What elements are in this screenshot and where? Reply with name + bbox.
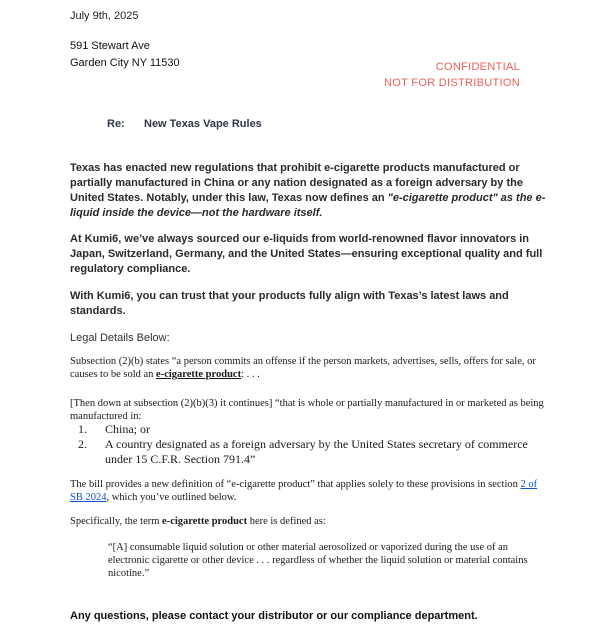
specifically-text: Specifically, the term	[70, 516, 163, 527]
list-number: 1.	[78, 422, 87, 436]
subsection-ellipsis: : . . .	[241, 369, 260, 380]
subsection-text: Subsection (2)(b) states “a person commits an offense if the person markets, advertises, sells, offers for sale, or causes to be sold an	[70, 356, 536, 380]
trust-paragraph: With Kumi6, you can trust that your products fully align with Texas’s latest laws and standards.	[70, 290, 509, 317]
continues-paragraph: [Then down at subsection (2)(b)(3) it continues] “that is whole or partially manufactured in or marketed as being manufactured in:	[70, 398, 544, 422]
list-item	[78, 422, 548, 437]
confidential-stamp: CONFIDENTIAL	[435, 61, 520, 73]
bill-text: The bill provides a new definition of “e-cigarette product” that applies solely to these provisions in section	[70, 479, 521, 490]
bill-paragraph	[70, 478, 550, 504]
legal-details-heading: Legal Details Below:	[70, 332, 170, 344]
manufacture-list	[78, 422, 548, 467]
not-for-distribution-stamp: NOT FOR DISTRIBUTION	[384, 77, 520, 89]
subsection-term: e-cigarette product	[156, 369, 242, 380]
list-number: 2.	[78, 437, 87, 451]
list-text: China; or	[105, 422, 150, 436]
specifically-text-end: here is defined as:	[247, 516, 326, 527]
bill-text-end: , which you’ve outlined below.	[106, 492, 237, 503]
intro-paragraph	[70, 161, 560, 221]
address-line-1: 591 Stewart Ave	[70, 40, 150, 52]
re-subject: New Texas Vape Rules	[144, 118, 262, 130]
closing-line: Any questions, please contact your distributor or our compliance department.	[70, 610, 478, 622]
intro-paragraph-italic: "e-cigarette product" as the e-liquid inside the device—not the hardware itself.	[70, 192, 546, 219]
sourcing-paragraph: At Kumi6, we’ve always sourced our e-liquids from world-renowned flavor innovators in Japan, Switzerland, Germany, and the United States—ensuring exceptional quality and full regulatory compliance.	[70, 233, 543, 275]
re-label: Re:	[107, 118, 125, 130]
sb-2024-link[interactable]: 2 of SB 2024	[70, 479, 538, 503]
letter-date: July 9th, 2025	[70, 10, 139, 22]
list-item	[78, 437, 548, 467]
subsection-paragraph	[70, 355, 550, 381]
intro-paragraph-text: Texas has enacted new regulations that prohibit e-cigarette products manufactured or partially manufactured in China or any nation designated as a foreign adversary by the United States. Notably, under this law, Texas now defines an	[70, 162, 523, 204]
specifically-term: e-cigarette product	[162, 516, 248, 527]
address-line-2: Garden City NY 11530	[70, 57, 180, 69]
definition-quote: “[A] consumable liquid solution or other material aerosolized or vaporized during the use of an electronic cigarette or other device . . . regardless of whether the liquid solution or material contains nicotine.”	[108, 542, 528, 579]
specifically-paragraph	[70, 515, 550, 528]
list-text: A country designated as a foreign adversary by the United States secretary of commerce under 15 C.F.R. Section 791.4”	[105, 437, 528, 466]
